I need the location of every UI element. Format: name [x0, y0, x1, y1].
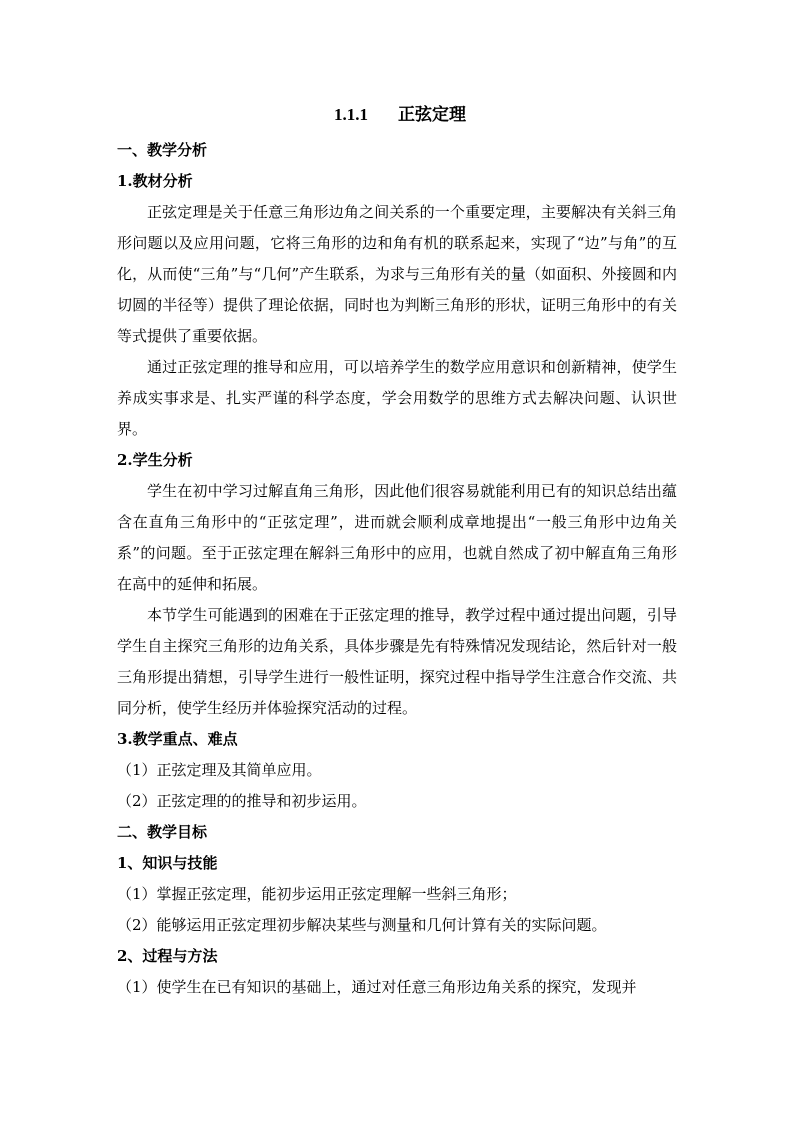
paragraph-textbook-analysis-1: 正弦定理是关于任意三角形边角之间关系的一个重要定理，主要解决有关斜三角形问题以及应用问题，它将三角形的边和角有机的联系起来，实现了“边”与角”的互化，从而使“三角”与“几何”产生联系，为求与三角形有关的量（如面积、外接圆和内切圆的半径等）提供了理论依据，同时也为判断三角形的形状，证明三角形中的有关等式提供了重要依据。: [117, 203, 677, 345]
subheading-textbook-analysis: 1.教材分析: [117, 172, 193, 190]
list-item-knowledge-1: （1）掌握正弦定理，能初步运用正弦定理解一些斜三角形；: [117, 885, 517, 903]
list-item-key-point-2: （2）正弦定理的的推导和初步运用。: [117, 792, 367, 810]
section-heading-teaching-goals: 二、教学目标: [117, 823, 208, 841]
paragraph-student-analysis-2: 本节学生可能遇到的困难在于正弦定理的推导，教学过程中通过提出问题，引导学生自主探究三角形的边角关系，具体步骤是先有特殊情况发现结论，然后针对一般三角形提出猜想，引导学生进行一般性证明，探究过程中指导学生注意合作交流、共同分析，使学生经历并体验探究活动的过程。: [117, 606, 677, 717]
paragraph-student-analysis-1: 学生在初中学习过解直角三角形，因此他们很容易就能利用已有的知识总结出蕴含在直角三角形中的“正弦定理”，进而就会顺利成章地提出“一般三角形中边角关系”的问题。至于正弦定理在解斜三角形中的应用，也就自然成了初中解直角三角形在高中的延伸和拓展。: [117, 482, 677, 593]
title-number: 1.1.1: [334, 105, 368, 124]
subheading-knowledge-skills: 1、知识与技能: [117, 854, 218, 872]
paragraph-textbook-analysis-2: 通过正弦定理的推导和应用，可以培养学生的数学应用意识和创新精神，使学生养成实事求是、扎实严谨的科学态度，学会用数学的思维方式去解决问题、认识世界。: [117, 358, 677, 438]
subheading-process-method: 2、过程与方法: [117, 947, 218, 965]
document-title: [117, 102, 677, 128]
section-heading-teaching-analysis: 一、教学分析: [117, 141, 208, 159]
list-item-process-1: （1）使学生在已有知识的基础上，通过对任意三角形边角关系的探究，发现并: [117, 978, 637, 996]
title-text: 正弦定理: [398, 105, 466, 125]
document-content: [117, 102, 677, 1003]
list-item-knowledge-2: （2）能够运用正弦定理初步解决某些与测量和几何计算有关的实际问题。: [117, 916, 607, 934]
list-item-key-point-1: （1）正弦定理及其简单应用。: [117, 761, 322, 779]
subheading-key-points: 3.教学重点、难点: [117, 730, 238, 748]
subheading-student-analysis: 2.学生分析: [117, 451, 193, 469]
